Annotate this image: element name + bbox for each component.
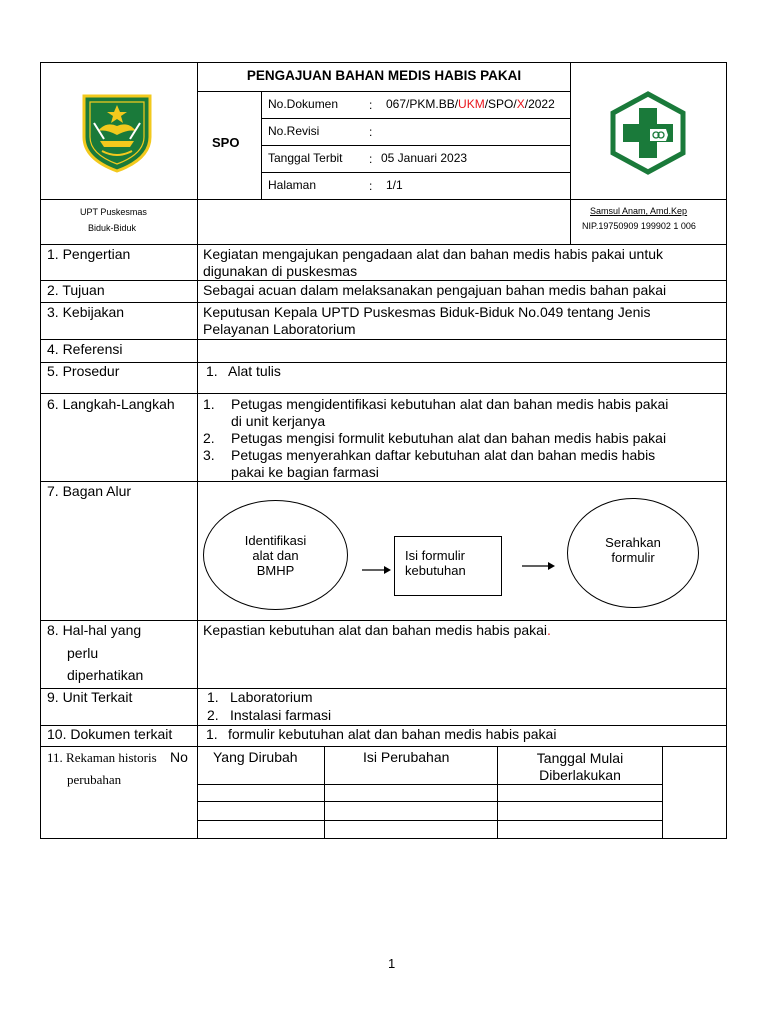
signatory-nip: NIP.19750909 199902 1 006	[582, 221, 696, 231]
list-item-number: 1.	[206, 363, 218, 379]
list-item-number: 2.	[203, 430, 215, 446]
meta-colon: :	[369, 152, 373, 166]
flow-arrow	[520, 559, 556, 573]
list-item-text: Instalasi farmasi	[230, 707, 332, 723]
section-label: 2. Tujuan	[47, 282, 105, 298]
section-text: Pelayanan Laboratorium	[203, 321, 356, 337]
spo-label: SPO	[212, 135, 240, 150]
list-item-text: formulir kebutuhan alat dan bahan medis habis pakai	[228, 726, 557, 742]
list-item-text: di unit kerjanya	[231, 413, 326, 429]
section-label: 10. Dokumen terkait	[47, 726, 173, 742]
section-text: Kepastian kebutuhan alat dan bahan medis habis pakai.	[203, 622, 551, 638]
section-label: 6. Langkah-Langkah	[47, 396, 175, 412]
page-number: 1	[388, 956, 396, 971]
meta-label: Tanggal Terbit	[268, 151, 343, 165]
meta-value: 1/1	[386, 178, 403, 192]
list-item-number: 1.	[203, 396, 215, 412]
list-item-number: 1.	[206, 726, 218, 742]
meta-value: 05 Januari 2023	[381, 151, 468, 165]
table-header-isi-perubahan: Isi Perubahan	[363, 749, 450, 765]
flow-step-serahkan: Serahkan formulir	[567, 498, 699, 608]
table-header-no: No	[170, 749, 188, 765]
list-item-number: 1.	[207, 689, 219, 705]
list-item-number: 2.	[207, 707, 219, 723]
list-item-text: Petugas mengidentifikasi kebutuhan alat dan bahan medis habis pakai	[231, 396, 669, 412]
list-item-text: Petugas mengisi formulit kebutuhan alat dan bahan medis habis pakai	[231, 430, 667, 446]
section-label: perubahan	[67, 772, 122, 787]
section-label: 4. Referensi	[47, 341, 123, 357]
meta-colon: :	[369, 98, 373, 112]
flow-arrow	[360, 563, 392, 577]
section-text: digunakan di puskesmas	[203, 263, 358, 279]
regional-emblem-logo	[80, 93, 154, 173]
table-header-yang-dirubah: Yang Dirubah	[213, 749, 298, 765]
list-item-text: Alat tulis	[228, 363, 281, 379]
flow-step-isi-formulir: Isi formulir kebutuhan	[394, 536, 502, 596]
list-item-text: Laboratorium	[230, 689, 313, 705]
list-item-number: 3.	[203, 447, 215, 463]
section-label: 8. Hal-hal yang	[47, 622, 142, 638]
section-label: 5. Prosedur	[47, 363, 120, 379]
meta-colon: :	[369, 125, 373, 139]
section-label: 3. Kebijakan	[47, 304, 125, 320]
section-label: diperhatikan	[67, 667, 144, 683]
document-title: PENGAJUAN BAHAN MEDIS HABIS PAKAI	[246, 68, 522, 83]
meta-label: No.Dokumen	[268, 97, 339, 111]
puskesmas-cross-logo	[606, 91, 690, 175]
meta-value-dokumen: 067/PKM.BB/UKM/SPO/X/2022	[386, 97, 555, 111]
section-label: 7. Bagan Alur	[47, 483, 132, 499]
section-label: 11. Rekaman historis	[47, 750, 157, 765]
list-item-text: Petugas menyerahkan daftar kebutuhan alat dan bahan medis habis	[231, 447, 656, 463]
signatory-name: Samsul Anam, Amd.Kep	[590, 206, 688, 216]
table-header-tanggal: Tanggal Mulai Diberlakukan	[536, 750, 624, 783]
meta-colon: :	[369, 179, 373, 193]
meta-label: Halaman	[268, 178, 317, 192]
meta-label: No.Revisi	[268, 124, 320, 138]
list-item-text: pakai ke bagian farmasi	[231, 464, 379, 480]
section-text: Keputusan Kepala UPTD Puskesmas Biduk-Biduk No.049 tentang Jenis	[203, 304, 651, 320]
section-text: Sebagai acuan dalam melaksanakan pengajuan bahan medis bahan pakai	[203, 282, 667, 298]
section-label: 9. Unit Terkait	[47, 689, 133, 705]
flow-step-identifikasi: Identifikasi alat dan BMHP	[203, 500, 348, 610]
section-label: 1. Pengertian	[47, 246, 131, 262]
section-text: Kegiatan mengajukan pengadaan alat dan bahan medis habis pakai untuk	[203, 246, 664, 262]
section-label: perlu	[67, 645, 99, 661]
